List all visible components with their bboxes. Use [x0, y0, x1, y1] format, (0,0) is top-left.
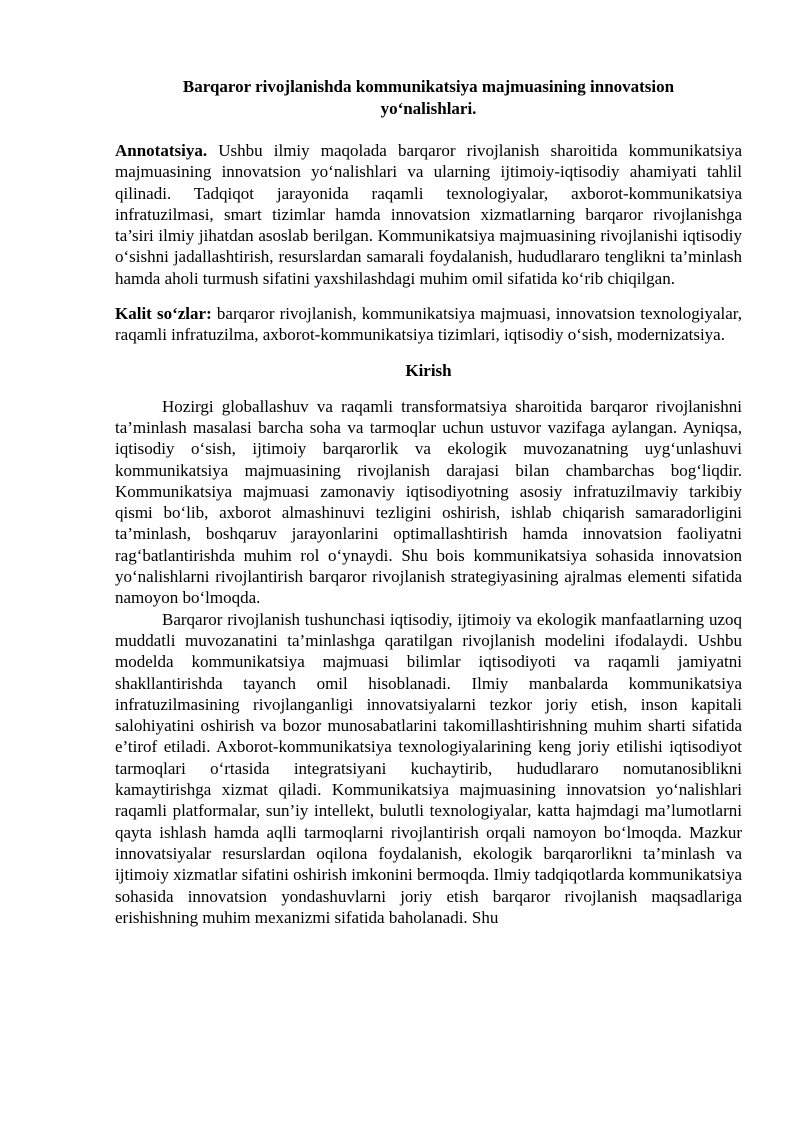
keywords-label: Kalit so‘zlar: [115, 304, 212, 324]
intro-paragraph-1: Hozirgi globallashuv va raqamli transformatsiya sharoitida barqaror rivojlanishni ta’minlash masalasi barcha soha va tarmoqlar uchun ustuvor vazifaga aylangan. Ayniqsa, iqtisodiy o‘sish, ijtimoiy barqarorlik va ekologik muvozanatning uyg‘unlashuvi kommunikatsiya majmuasining rivojlanish darajasi bilan chambarchas bog‘liqdir. Kommunikatsiya majmuasi zamonaviy iqtisodiyotning asosiy infratuzilmaviy tarkibiy qismi bo‘lib, axborot almashinuvi tezligini oshirish, ishlab chiqarish samaradorligini ta’minlash, boshqaruv jarayonlarini optimallashtirish hamda innovatsion faoliyatni rag‘batlantirishda muhim rol o‘ynaydi. Shu bois kommunikatsiya sohasida innovatsion yo‘nalishlarni rivojlantirish barqaror rivojlanish strategiyasining ajralmas elementi sifatida namoyon bo‘lmoqda. [115, 396, 742, 608]
keywords-text: barqaror rivojlanish, kommunikatsiya majmuasi, innovatsion texnologiyalar, raqamli infratuzilma, axborot-kommunikatsiya tizimlari, iqtisodiy o‘sish, modernizatsiya. [115, 304, 742, 345]
keywords-paragraph [115, 303, 742, 346]
section-heading-intro: Kirish [405, 360, 452, 380]
intro-paragraph-2: Barqaror rivojlanish tushunchasi iqtisodiy, ijtimoiy va ekologik manfaatlarning uzoq muddatli muvozanatini ta’minlashga qaratilgan rivojlanish modelini ifodalaydi. Ushbu modelda kommunikatsiya majmuasi bilimlar iqtisodiyoti va raqamli jamiyatni shakllantirishda tayanch omil hisoblanadi. Ilmiy manbalarda kommunikatsiya infratuzilmasining rivojlanganligi innovatsiyalarni tezkor joriy etish, inson kapitali salohiyatini oshirish va bozor munosabatlarini takomillashtirishning muhim sharti sifatida e’tirof etiladi. Axborot-kommunikatsiya texnologiyalarining keng joriy etilishi iqtisodiyot tarmoqlari o‘rtasida integratsiyani kuchaytirib, hududlararo nomutanosiblikni kamaytirishga xizmat qiladi. Kommunikatsiya majmuasining innovatsion yo‘nalishlari raqamli platformalar, sun’iy intellekt, bulutli texnologiyalar, katta hajmdagi ma’lumotlarni qayta ishlash hamda aqlli tarmoqlarni rivojlantirish orqali namoyon bo‘lmoqda. Mazkur innovatsiyalar resurslardan oqilona foydalanish, ekologik barqarorlikni ta’minlash va ijtimoiy xizmatlar sifatini oshirish imkonini bermoqda. Ilmiy tadqiqotlarda kommunikatsiya sohasida innovatsion yondashuvlarni joriy etish barqaror rivojlanish maqsadlariga erishishning muhim mexanizmi sifatida baholanadi. Shu [115, 609, 742, 927]
document-title: Barqaror rivojlanishda kommunikatsiya majmuasining innovatsion yo‘nalishlari. [182, 77, 675, 118]
abstract-paragraph [115, 140, 742, 289]
abstract-label: Annotatsiya. [115, 141, 208, 160]
abstract-text: Ushbu ilmiy maqolada barqaror rivojlanish sharoitida kommunikatsiya majmuasining innovatsion yo‘nalishlari va ularning ijtimoiy-iqtisodiy ahamiyati tahlil qilinadi. Tadqiqot jarayonida raqamli texnologiyalar, axborot-kommunikatsiya infratuzilmasi, smart tizimlar hamda innovatsion xizmatlarning barqaror rivojlanishga ta’siri ilmiy jihatdan asoslab berilgan. Kommunikatsiya majmuasining rivojlanishi iqtisodiy o‘sishni jadallashtirish, resurslardan samarali foydalanish, hududlararo tenglikni ta’minlash hamda aholi turmush sifatini yaxshilashdagi muhim omil sifatida ko‘rib chiqilgan. [115, 141, 742, 288]
